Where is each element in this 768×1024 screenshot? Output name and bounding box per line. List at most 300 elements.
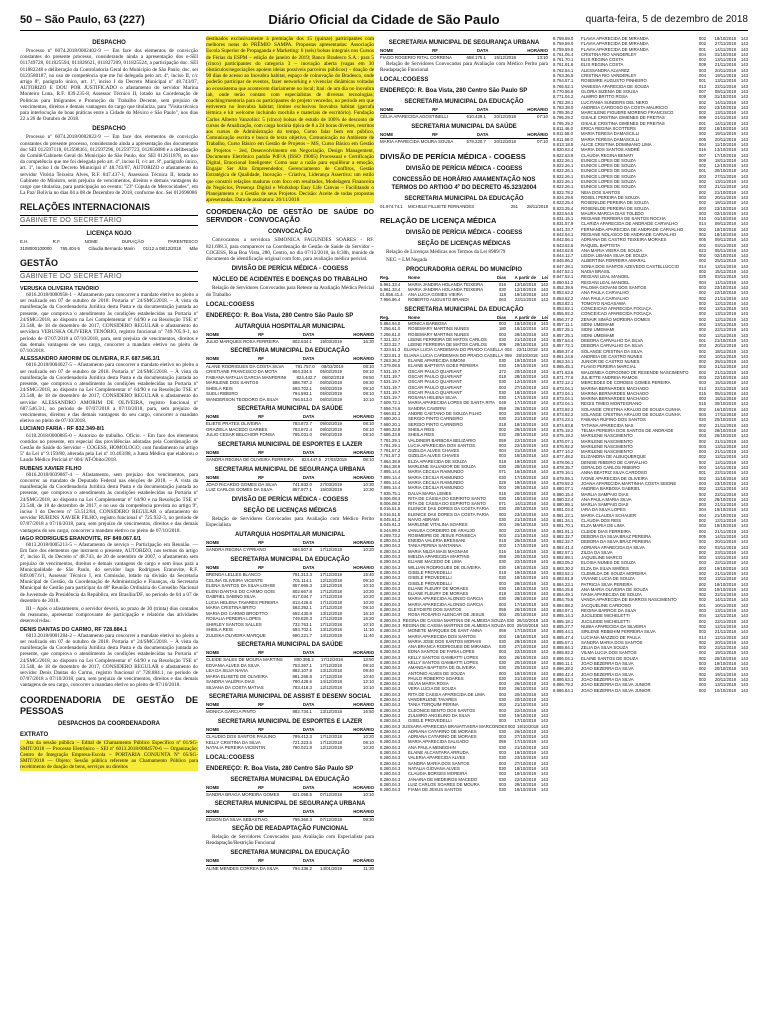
cell-date: 18/10/2018	[514, 453, 536, 459]
cell-name: ROSENILDE PEREIRA DE SOUZA	[581, 200, 649, 206]
cell-reg: 01.974.74.1	[380, 203, 403, 209]
cell-days: 030	[498, 697, 506, 703]
cell-name: JUCILEIDE MICHELETTI	[581, 618, 630, 624]
cell-date: 22/10/2018	[514, 649, 536, 655]
cell-days: 003	[498, 384, 506, 390]
cell-name: MERCEDES DE CORDEIS GOMES PEREIRA	[581, 380, 671, 386]
cell-name: ELAINE ALCANTARA ARRUDA	[408, 750, 469, 756]
cell-reg: 7.680.20.1	[380, 416, 401, 422]
table-row	[380, 139, 548, 145]
cell-date: 19/11/2018	[714, 671, 736, 677]
cell-name: ELOISA NUNES DE SOUZA	[581, 560, 636, 566]
cell-reg: 8.873.04.1	[553, 401, 574, 407]
cell-name: DALVA MARIA LEMES	[408, 490, 452, 496]
cell-reg: 8.280.04.3	[380, 622, 401, 628]
cell-law: 143	[740, 141, 748, 147]
cell-rf: 593.702.1	[292, 385, 312, 391]
cell-name: SANDRA MARIA DOS SANTOS	[408, 760, 470, 766]
cell-rf: 881.265.8	[292, 673, 312, 679]
cell-date: 26/10/2018	[514, 728, 536, 734]
cell-date: 21/10/2018	[514, 744, 536, 750]
cell-name: SILVIA MARIA ROSA	[408, 681, 449, 687]
cell-days: 030	[498, 728, 506, 734]
cell-law: 143	[740, 322, 748, 328]
table-row	[380, 55, 548, 61]
cell-name: ZILDA DA SILVA	[581, 549, 613, 555]
cell-date: 21/10/2018	[514, 532, 536, 538]
cell-date: 26/10/2018	[714, 433, 736, 439]
cell-reg: 8.824.29.6	[553, 194, 574, 200]
cell-law: 143	[540, 781, 548, 787]
cell-reg: 8.853.82.1	[553, 306, 574, 312]
cell-name: NADIA BRASIL	[581, 269, 611, 275]
cell-rf: 795.360.3	[292, 816, 312, 822]
table-body	[553, 36, 748, 693]
cell-law: 143	[740, 523, 748, 529]
cell-reg: 7.531.19.7	[380, 373, 401, 379]
premio-text: destinados exclusivamente à premiação dos 15 (quinze) participantes com melhores notas do PRÊMIO SAMPA. Propostas apresentadas: Associação Escola Superior de Propaganda e Marketing: 6 (seis) bolsas integrais nos Cursos de Férias da ESPM – edição de janeiro de 2019; Banco Bradesco S.A.: para 5 (cinco) participantes do categoria 3 – inovação aberta (vagas em 30 obstáculos/negociações apoiem ideias possíveis parceiros públicos) – doação de 90 dias de acesso ao Inovabra habitat, espaço de coinovação do Bradesco, onde poderão participar de eventos, fazer networking e vivenciar dinâmicas voltadas ao ecossistema que acontecem diariamente no local; Itaú: de um dia no inovabra lab, onde terão contato com especialistas de diversas tecnologias; coaching/mentoria para os participantes do projeto vencedor, no período em que estiverem no Inovabra habitat; limites exclusivos Inovabra habitat (garrafa térmica e kit welcome incluindo mochila e materiais de escritório). Fundação Carlos Alberto Vanzolini: 5 (cinco) bolsas de estudo de 100% de desconto de cursos de Atualização, com carga horária típica de 8 a 24 horas divertes, restritos aos cursos de Administração do tempo, Como falar bem em público, Comunicação escrita e busca de texto objetivo, Comunicação no Ambiente de Trabalho, Curso Básico em Gestão de Projetos – MS, Curso Básico em Gestão de Projetos – 2ed, Desenvolvimento em Negociação, Design Management, Documento Eletrônico padrão PdF/A (ISSO 19005) Processual e Certificação Digital, Emocional Inteligente: Como usar a razão para equilibrar a emoção, Engajar Ser Alto Empreendedor, Gerenciamento de Conflitos, Gestão Estratégica de Qualidade, Inovação – Criativa, Liderança Assertiva: um estilo que constrói relações maduras com foco em resultados, Modelagem Financeira de Negócios, Presença Digital e Workshop Easy Life Canvas – Facilitando o Planejamento e a Gestão de seus Projetos. Decisão: Aceite de todas propostas apresentadas. Data de assinatura: 26/11/2018	[206, 36, 374, 204]
table-header-cell: DATA	[302, 540, 315, 546]
cell-days: 002	[698, 459, 706, 465]
readaptacao-text: Relação de Servidores Convocados para Avaliação com Especialista para Readaptação/Restrição Funcional	[206, 834, 374, 847]
cell-name: KELLY SANTOS GAMBATTI LOPES	[408, 654, 479, 660]
cell-reg: 8.280.04.3	[380, 734, 401, 740]
cell-days: 003	[498, 580, 506, 586]
cell-law: 143	[740, 412, 748, 418]
cell-name: SOLANGE CRISTINA ARAUJO DE SOUZA CUNHA	[581, 406, 681, 412]
cell-date: 18/10/2018	[514, 495, 536, 501]
cell-name: ELENICE DAS DORES DA COSTA FARIA	[408, 506, 489, 512]
cell-name: ZENAIR SIMÃO MOREIRA GOMES	[581, 316, 650, 322]
cell-date: 18/10/2018	[514, 326, 536, 332]
cell-name: JOAO BEZERRA DA SILVA JUNIOR	[581, 682, 651, 688]
cell-date: 22/11/2018	[714, 327, 736, 333]
cell-date: 13/11/2018	[714, 57, 736, 63]
cell-days: 003	[498, 612, 506, 618]
cell-law: 143	[540, 691, 548, 697]
table-title: SECRETARIA MUNICIPAL DA EDUCAÇÃO	[404, 195, 524, 202]
cell-reg: 8.882.41.4	[553, 544, 574, 550]
cell-name: ANA MARIA VIEIRA DE SOUZA	[581, 247, 643, 253]
cell-days: 010	[698, 216, 706, 222]
cell-name: JULIO MARQUES ROSA FERREIRA	[206, 338, 279, 344]
cell-name: JACQUELINE CARDOSO	[581, 602, 631, 608]
cell-law: 143	[740, 613, 748, 619]
cell-date: 19/10/2018	[514, 750, 536, 756]
cell-date: 26/10/2018	[514, 522, 536, 528]
cell-reg: 8.244.99.3	[380, 527, 401, 533]
cell-law: 143	[540, 464, 548, 470]
cell-reg: 8.873.92.2	[553, 412, 574, 418]
cell-date: 20/11/2018	[714, 343, 736, 349]
cell-law: 143	[540, 776, 548, 782]
cell-rf: 588.787.2	[292, 380, 312, 386]
cell-name: MARINA BERNARDES MACHADO	[581, 396, 649, 402]
cell-date: 12/11/2018	[714, 613, 736, 619]
cell-date: 17/12/2018	[320, 605, 342, 611]
local-label: LOCAL:COGESS	[206, 301, 255, 308]
cell-days: 007	[698, 88, 706, 94]
cell-date: 18/10/2018	[514, 765, 536, 771]
cell-date: 09/02/2019	[320, 426, 342, 432]
cell-law: 143	[740, 576, 748, 582]
cell-name: EUNICE LOPES DE SOUZA	[581, 168, 636, 174]
cell-name: GIZELDA ALVES CHAVES	[408, 453, 460, 459]
cell-reg: 8.280.04.3	[380, 654, 401, 660]
cell-reg: 8.795.29.2	[553, 120, 574, 126]
cell-reg: 7.531.19.7	[380, 368, 401, 374]
cell-days: 002	[698, 348, 706, 354]
cell-date: 21/10/2018	[514, 416, 536, 422]
cell-date: 05/02/2019	[320, 391, 342, 397]
table-title: SECRETARIA MUNICIPAL DA SAÚDE	[237, 642, 343, 649]
table-header-cell: RF	[258, 809, 264, 815]
cell-days: 118	[499, 292, 506, 298]
address-label: ENDEREÇO: R. Boa Vista, 280 Centro São Paulo SP	[206, 765, 354, 772]
cell-time: 16:30	[363, 338, 374, 344]
cell-days: 059	[498, 739, 506, 745]
cell-reg: 7.379.08.5	[380, 363, 401, 369]
cell-days: 002	[698, 36, 706, 41]
cell-name: CRISTINA RIO VANDERLEY	[581, 51, 637, 57]
cell-days: 002	[698, 327, 706, 333]
cell-law: 143	[540, 697, 548, 703]
table-title: SECRETARIA MUNICIPAL DE SEGURANÇA URBANA	[214, 801, 366, 808]
cell-days: 002	[698, 539, 706, 545]
cell-law: 143	[540, 347, 548, 353]
cell-name: REGIANE NOLASCO DE ANDRADE CARVALHO	[581, 231, 677, 237]
cell-days: 002	[698, 518, 706, 524]
cell-name: FABIANA RUFINO DOS SANTOS	[581, 417, 646, 423]
cell-name: ALINE MENDES CORREA DA SILVA	[206, 865, 279, 871]
cell-reg: 8.280.04.3	[380, 675, 401, 681]
cell-time: 10:30	[363, 481, 374, 487]
cell-time: 10:20	[363, 594, 374, 600]
readaptacao-text: Relação de Servidores Convocados para Avaliação com Médico Perito para Readaptação Funcional	[380, 60, 548, 73]
table-title: SECRETARIA MUNICIPAL DA EDUCAÇÃO	[230, 776, 350, 783]
cell-date: 26/10/2018	[514, 405, 536, 411]
cell-date: 19/10/2018	[714, 523, 736, 529]
cell-reg: 8.280.04.3	[380, 776, 401, 782]
cell-days: 003	[498, 734, 506, 740]
cell-reg: 8.886.63.1	[553, 676, 574, 682]
cell-name: ELENI DANTAS DO CARMO GOIS	[206, 588, 275, 594]
cell-date: 18/10/2018	[514, 575, 536, 581]
cell-reg: 5.884.94.0	[380, 321, 401, 326]
cell-date: 20/10/2018	[514, 697, 536, 703]
cell-name: ROSEMRE AUGUSTO PINHEIRO	[581, 78, 647, 84]
cell-law: 143	[540, 787, 548, 793]
table-header-cell: DATA	[476, 131, 489, 137]
cell-rf: 813.426.5	[292, 599, 312, 605]
cell-reg: 8.831.15.1	[553, 216, 574, 222]
table-body	[206, 858, 374, 871]
cell-law: 143	[740, 491, 748, 497]
cell-name: JOANA APARECIDA MARTINHA COSTA SEIDNE	[581, 480, 677, 486]
cell-days: 030	[498, 363, 506, 369]
cell-reg: 8.886.28.2	[553, 666, 574, 672]
cell-days: 030	[498, 686, 506, 692]
cell-reg: 8.876.92.2	[553, 443, 574, 449]
cell-date: 25/11/2018	[714, 258, 736, 264]
cell-reg: 8.280.04.3	[380, 543, 401, 549]
cell-date: 22/10/2018	[514, 442, 536, 448]
cell-law: 143	[540, 490, 548, 496]
cell-name: GLORIA SIZENIA DE SOUSA	[581, 88, 639, 94]
cell-law: 143	[740, 216, 748, 222]
cell-law: 143	[540, 511, 548, 517]
cell-date: 18/10/2018	[514, 633, 536, 639]
cell-reg: 8.880.07.1	[553, 486, 574, 492]
table-header-cell: NOME	[206, 650, 220, 656]
cell-law: 143	[540, 596, 548, 602]
cell-time: 10:40	[363, 673, 374, 679]
cell-law: 143	[740, 475, 748, 481]
cell-law: 143	[740, 359, 748, 365]
cell-name: KELLY SANTOS GAMBATTI LOPES	[408, 660, 479, 665]
cell-law: 143	[540, 644, 548, 650]
cell-reg: 8.880.22.4	[553, 496, 574, 502]
cell-date: 18/10/2018	[514, 771, 536, 777]
cell-reg: 8.847.52.1	[553, 269, 574, 275]
cell-days: 049	[498, 400, 506, 406]
table-body	[380, 275, 548, 302]
cell-law: 143	[540, 389, 548, 395]
cell-law: 143	[540, 654, 548, 660]
cell-name: IARA DA SILVA LOPES	[581, 507, 626, 513]
cell-reg: 8.280.04.3	[380, 596, 401, 602]
cell-date: 23/10/2018	[514, 591, 536, 597]
cell-name: ALANE RODRIGUES DA COSTA SILVA	[206, 363, 285, 369]
cell-days: 003	[698, 682, 706, 688]
cell-days: 009	[698, 94, 706, 100]
cell-time: 10:20	[363, 745, 374, 751]
cell-reg: 8.847.28.1	[553, 263, 574, 269]
cell-date: 23/10/2018	[714, 480, 736, 486]
cell-name: LUCIA APARECIDA DOS SANTOS	[408, 442, 475, 448]
cell-law: 143	[540, 442, 548, 448]
cell-law: 143	[540, 707, 548, 713]
cell-reg: 8.280.04.3	[380, 739, 401, 745]
table-header-cell: DATA	[302, 414, 315, 420]
cell-date: 16/10/2018	[514, 469, 536, 475]
cell-reg: 8.280.04.3	[380, 607, 401, 613]
table-header-cell: DATA	[302, 726, 315, 732]
table-header-cell: RF	[258, 356, 264, 362]
despachos-heading: DESPACHOS DA COORDENADORA	[57, 720, 160, 727]
page-number: 50 – São Paulo, 63 (227)	[20, 14, 145, 26]
cell-days: 018	[498, 373, 506, 379]
cell-days: 030	[498, 358, 506, 364]
cell-days: 002	[698, 226, 706, 232]
cell-days: 030	[498, 564, 506, 570]
cell-days: 030	[498, 596, 506, 602]
cell-days: 002	[698, 549, 706, 555]
cell-time: 11:10	[363, 627, 374, 633]
cell-name: MARIA TERESA DAMASCILLI	[581, 136, 640, 142]
cell-days: 003	[698, 465, 706, 471]
cell-date: 09/11/2018	[714, 88, 736, 94]
table-cell: Cláudia Bernardo Marin	[88, 245, 135, 251]
cell-reg: 8.280.04.3	[380, 601, 401, 607]
cell-name: ADRIANA DE CASTRO TEIXEIRA MORAES	[581, 237, 667, 243]
cell-rf: 882.107.8	[292, 668, 312, 674]
cell-name: ADRIANA APARECIDA DA SILVA	[581, 544, 645, 550]
cell-law: 143	[740, 364, 748, 370]
cell-law: 143	[740, 205, 748, 211]
cell-name: GISELE PROVEDELLI	[408, 575, 452, 581]
cell-date: 18/10/2018	[714, 226, 736, 232]
cell-name: GISALE CRISTINA GIMENES DE FREITAS	[581, 120, 665, 126]
cell-law: 143	[740, 279, 748, 285]
cell-time: 13:10	[537, 55, 548, 61]
cell-rf: 802.634.1	[292, 338, 312, 344]
cell-name: MARLENE VITALINA SOARES	[408, 522, 468, 528]
cell-reg: 7.686.33.8	[380, 432, 401, 438]
cell-law: 143	[740, 385, 748, 391]
cell-reg: 8.006.08.3	[380, 495, 401, 501]
cell-days: 002	[698, 623, 706, 629]
cell-days: 002	[698, 406, 706, 412]
cell-reg: 8.771.04.2	[553, 94, 574, 100]
table-cell: PARENTESCO	[168, 239, 198, 245]
cell-days: 002	[698, 353, 706, 359]
cell-reg: 8.822.63.9	[553, 152, 574, 158]
cell-reg: 8.871.77.6	[553, 375, 574, 380]
cell-name: MARIA APARECIDA LOPES DE SANTA RITA	[408, 400, 495, 406]
cell-days: 002	[698, 364, 706, 370]
cell-law: 143	[740, 682, 748, 688]
cell-name: PALOMA GIOVANI DOS SANTOS	[581, 284, 647, 290]
cell-name: MICHELE FILLIETE FERNANDES	[408, 203, 475, 209]
column-4	[553, 36, 748, 1018]
table-header-cell: HORÁRIO	[353, 540, 374, 546]
cell-name: REGIANI LEAL MANOEL	[581, 274, 630, 280]
cell-law: 143	[540, 400, 548, 406]
cell-name: JAQUELINE MARCO	[581, 555, 623, 561]
cell-rf: 824.447.5	[301, 457, 322, 463]
cell-date: 19/10/2018	[514, 569, 536, 575]
cell-reg: 8.795.29.2	[553, 115, 574, 121]
cell-date: 20/10/2018	[514, 691, 536, 697]
division-heading: DIVISÃO DE PERÍCIA MÉDICA - COGESS	[405, 229, 523, 236]
cell-date: 12/11/2018	[714, 634, 736, 640]
cell-date: 27/03/2019	[320, 481, 342, 487]
cell-date: 05/11/2018	[714, 247, 736, 253]
division-heading: DIVISÃO DE PERÍCIA MÉDICA - COGESS	[231, 266, 349, 273]
cell-name: SOLANGE CRISTINA DA SILVA	[581, 348, 643, 354]
cell-date: 12/11/2018	[714, 454, 736, 460]
cell-law: 143	[740, 247, 748, 253]
cell-date: 14/12/2018	[320, 679, 342, 685]
cell-name: REGINA DE CASSIA MARTINS DE ALMEIDA SOUZA	[402, 617, 506, 623]
table-header-cell: NOME	[206, 474, 220, 480]
table-header-cell: DATA	[302, 702, 315, 708]
cell-law: 143	[540, 591, 548, 597]
cell-date: 18/10/2018	[714, 581, 736, 587]
cell-date: 31/10/2018	[714, 51, 736, 57]
cell-reg: 8.763.36.5	[553, 73, 574, 79]
cell-reg: 7.256.61.0	[380, 331, 401, 337]
cell-time: 08:10	[363, 421, 374, 427]
cell-date: 17/10/2018	[514, 601, 536, 607]
cell-reg: 8.280.04.3	[380, 707, 401, 713]
cell-reg: 8.280.04.3	[380, 649, 401, 655]
cell-reg: 8.853.62.2	[553, 295, 574, 301]
cell-reg: 8.822.26.1	[553, 157, 574, 163]
cell-name: REGINA DE CASSIA MARTINS DE ALMEIDA SOUZA	[402, 622, 506, 628]
cell-date: 25/10/2018	[514, 538, 536, 544]
cell-reg: 8.885.18.1	[553, 618, 574, 624]
cell-rf: 721.323.5	[292, 739, 312, 745]
cell-date: 20/10/2018	[714, 417, 736, 423]
cell-days: 003	[498, 543, 506, 549]
cell-days: 001	[698, 337, 706, 343]
cell-date: 13/11/2018	[714, 311, 736, 317]
cell-date: 17/10/2018	[514, 718, 536, 724]
cell-name: OSCAR PAULO QUARIANT	[408, 389, 463, 395]
cell-reg: 8.885.27.7	[553, 623, 574, 629]
cell-reg: 8.759.59.0	[553, 46, 574, 52]
cell-law: 143	[740, 41, 748, 47]
cell-days: 002	[698, 231, 706, 237]
cell-reg: 8.886.84.1	[553, 687, 574, 693]
table-header-cell: DATA	[302, 650, 315, 656]
table-header-cell: HORÁRIO	[353, 726, 374, 732]
cell-days: 030	[498, 379, 506, 385]
servant-text: 6016.2018/0039867-4 – Afastamento, sem prejuízo dos vencimentos, para concorrer ao mandato de Deputado Federal nas eleições de 2018. – À vista da manifestação da Coordenadoria Jurídica desta Pasta e da documentação juntada ao presente, que comprova o atendimento às condições estabelecidas na Portaria nº 24/SMG/2018, ao disposto na Lei Complementar nº 64/90 e na Resolução TSE nº 23.548, de 18 de dezembro de 2017, e no uso da competência prevista no artigo 9º, inciso I do Decreto nº 53.512/84, CONSIDERO REGULAR o afastamento do servidor RUBENS XAVIER FILHO, registro funcional nº 725.932-3, no período de 07/07/2018 a 07/10/2018, para, sem prejuízo de vencimentos, direitos e das demais vantagens do seu cargo, concorrer a mandato eletivo no pleito de 07/10/2018.	[20, 471, 198, 534]
cell-law: 143	[540, 405, 548, 411]
cell-law: 143	[740, 443, 748, 449]
cell-date: 16/10/2018	[714, 406, 736, 412]
cell-days: 002	[698, 454, 706, 460]
cell-name: ANTONIO ALVES DE SOUZA	[408, 670, 466, 676]
cell-law: 143	[540, 543, 548, 549]
cell-date: 19/10/2018	[714, 586, 736, 592]
cell-days: 002	[698, 592, 706, 598]
cell-name: OSCAR PAULO QUARIANT	[408, 373, 463, 379]
table-row	[206, 487, 374, 493]
cell-reg: 8.280.04.3	[380, 569, 401, 575]
cell-days: 003	[498, 691, 506, 697]
despacho-text: Processo nº 6074.2018/0002402-9 — Em face dos elementos de convicção constantes do presente processo, considerando ainda a apresentação dos e-SEI 011749728, 011825594, 011826621, 011827209, 011825524, a participação doc. SEI 011882248 e deliberação da Controladoria Geral do Município de São Paulo, doc. sei 0123580187, no uso de competência que me foi delegada pelo art. 4º, inciso II, c/c artigo 8º, parágrafo único, art. 1º, inciso I do Decreto Municipal nº 48.743/07, AUTORIZO E DOU POR JUSTIFICADO o afastamento do servidor Marina Monteiro Luna, R.F. 839.235-8, Assessor Técnico II, lotado na Coordenação de Políticas para Imigrantes e Promoção do Trabalho Decente, sem prejuízo de vencimentos, direitos e demais vantagens do cargo que titulariza, para "Visita técnica para interlocução de boas práticas entre a Cidade do México e São Paulo", nos dias 22 a 26 de Outubro de 2018.	[20, 48, 198, 123]
cell-days: 030	[498, 559, 506, 565]
cell-reg: 8.884.97.1	[553, 608, 574, 614]
cell-date: 13/12/2018	[320, 627, 342, 633]
cell-date: 27/10/2018	[514, 734, 536, 740]
cell-reg: 8.857.54.4	[553, 337, 574, 343]
cell-date: 13/11/2018	[714, 179, 736, 185]
cell-name: LUIZ CARLOS GOMES DA SILVA	[206, 487, 273, 493]
cell-days: 003	[698, 375, 706, 380]
section-title: DIVISÃO DE PERÍCIA MÉDICA - COGESS	[380, 151, 526, 161]
cell-date: 12/11/2018	[714, 623, 736, 629]
cell-date: 21/11/2018	[714, 364, 736, 370]
publication-title: Diário Oficial da Cidade de São Paulo	[268, 12, 500, 27]
cell-date: 26/10/2018	[514, 607, 536, 613]
cell-law: 143	[740, 295, 748, 301]
cell-days: 002	[698, 41, 706, 47]
cell-date: 10/11/2018	[714, 353, 736, 359]
cell-name: MARIA APARECIDA MOURA SOUSA	[380, 139, 454, 145]
table-title: SECRETARIA MUNICIPAL DE ASSIST E DESENV SOCIAL	[208, 694, 372, 701]
cell-name: SHEILA REIS	[206, 385, 233, 391]
cell-name: ELAINE SANTOS DE SOUZA	[581, 655, 639, 661]
cell-law: 143	[540, 765, 548, 771]
cell-name: ANA PAULA MENEGHIN	[408, 744, 456, 750]
cell-law: 143	[540, 728, 548, 734]
cell-days: 002	[698, 438, 706, 444]
